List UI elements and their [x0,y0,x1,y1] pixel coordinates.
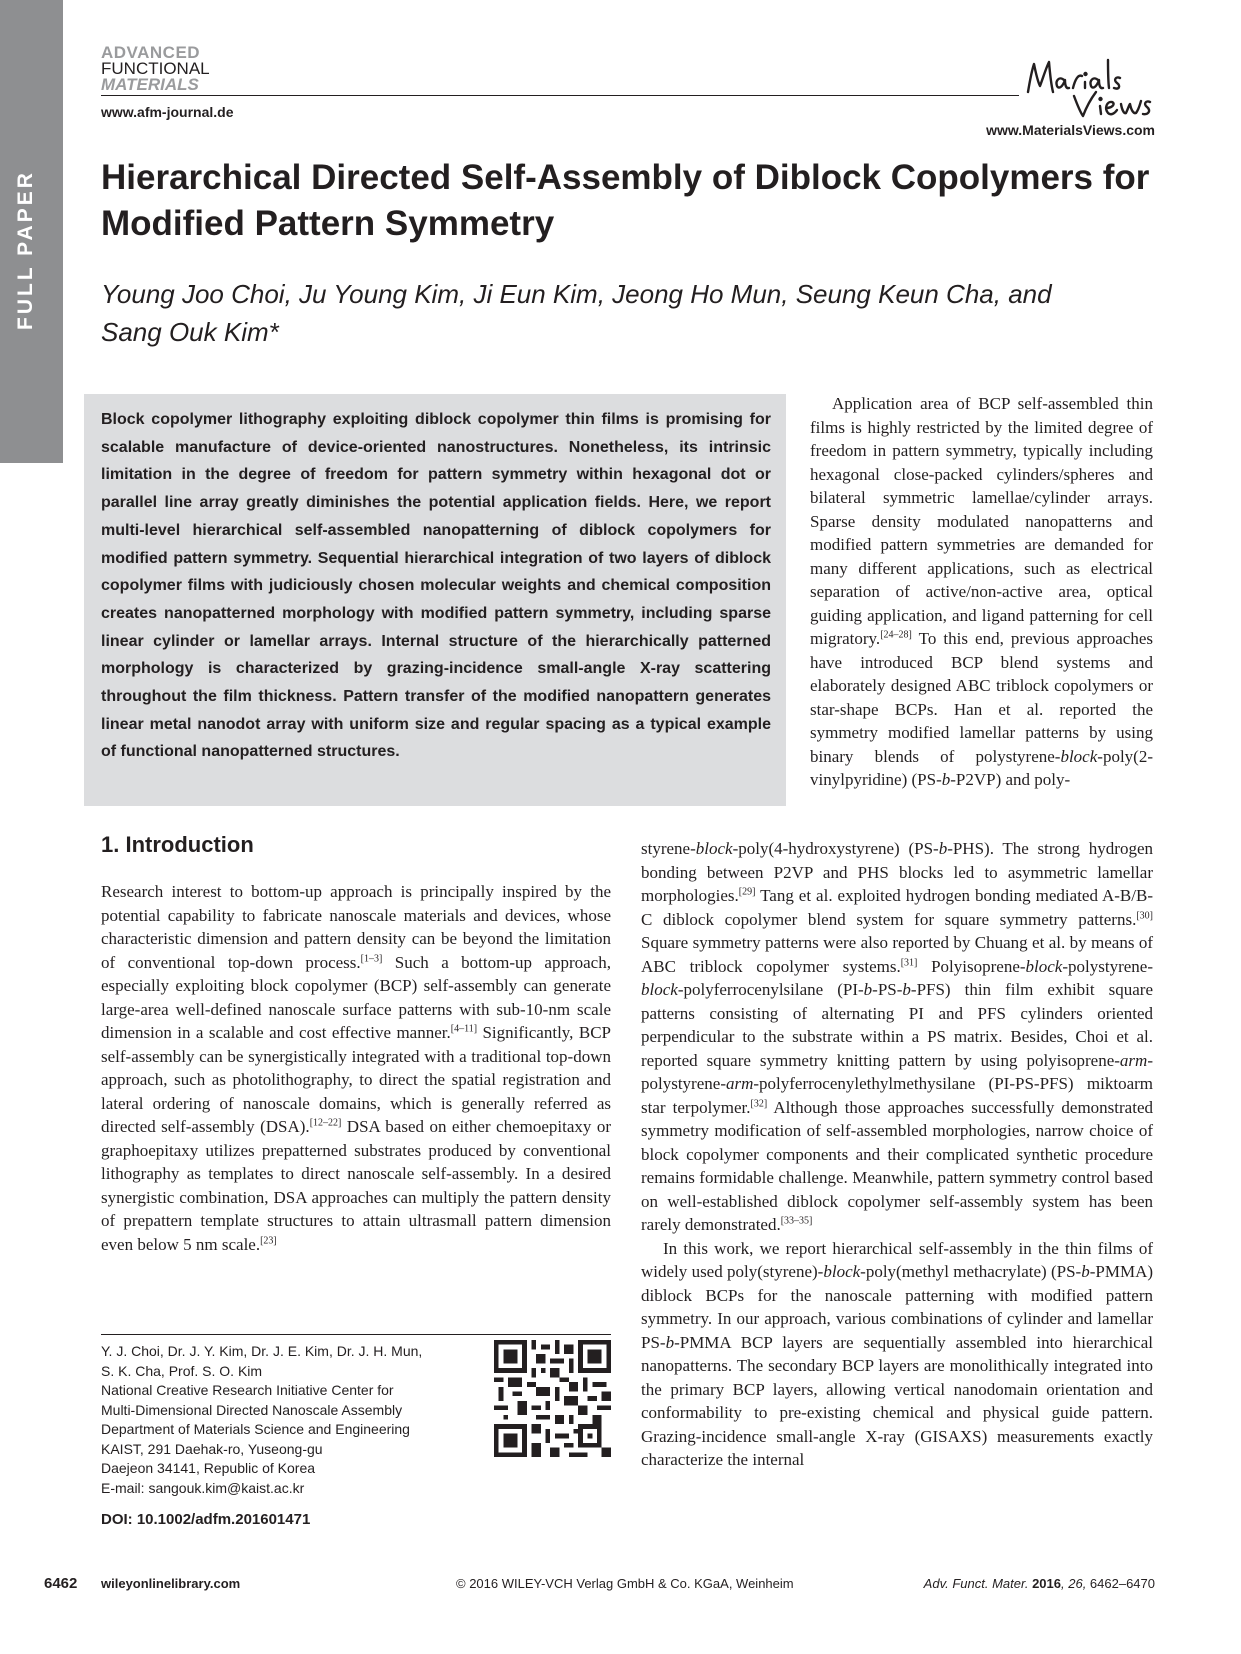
doi[interactable]: DOI: 10.1002/adfm.201601471 [101,1511,311,1528]
affiliation-line: KAIST, 291 Daehak-ro, Yuseong-gu [101,1440,323,1457]
journal-logo-line: ADVANCED [101,43,201,62]
materials-views-logo [1022,52,1152,120]
right-column-text-lower [641,837,1153,1472]
abstract-text: Block copolymer lithography exploiting diblock copolymer thin films is promising for scalable manufacture of device-oriented nanostructures. Nonetheless, its intrinsic limitation in the degree of freedom for pattern symmetry within hexagonal dot or parallel line array greatly diminishes the potential application fields. Here, we report multi-level hierarchical self-assembled nanopatterning of diblock copolymers for modified pattern symmetry. Sequential hierarchical integration of two layers of diblock copolymer films with judiciously chosen molecular weights and chemical composition creates nanopatterned morphology with modified pattern symmetry, including sparse linear cylinder or lamellar arrays. Internal structure of the hierarchically patterned morphology is characterized by grazing-incidence small-angle X-ray scattering throughout the film thickness. Pattern transfer of the modified nanopattern generates linear metal nanodot array with uniform size and regular spacing as a typical example of functional nanopatterned structures. [101,411,771,761]
citation-ref[interactable]: [29] [738,886,756,898]
affiliation-line: Department of Materials Science and Engineering [101,1421,410,1437]
footer-site-link[interactable]: wileyonlinelibrary.com [101,1576,241,1591]
section-tab-label: FULL PAPER [14,170,37,330]
author-affiliation [101,1342,461,1498]
body-paragraph: In this work, we report hierarchical self-assembly in the thin films of widely used poly(styrene)-block-poly(methyl methacrylate) (PS-b-PMMA) diblock BCPs for the nanoscale patterning with modified pattern symmetry. In our approach, various combinations of cylinder and lamellar PS-b-PMMA BCP layers are sequentially assembled into hierarchical nanopatterns. The secondary BCP layers are monolithically integrated into the primary BCP layers, allowing vertical nanodomain orientation and conformability to pre-existing chemical and physical guide pattern. Grazing-incidence small-angle X-ray (GISAXS) measurements exactly characterize the internal [641,1238,1154,1469]
article-authors: Young Joo Choi, Ju Young Kim, Ji Eun Kim, Jeong Ho Mun, Seung Keun Cha, and Sang Ouk Kim* [101,279,1052,347]
journal-logo-line: MATERIALS [101,75,199,94]
affiliation-line: National Creative Research Initiative Center for [101,1382,394,1398]
body-paragraph: Application area of BCP self-assembled thin films is highly restricted by the limited degree of freedom in pattern symmetry, typically including hexagonal close-packed cylinders/spheres and bilateral symmetric lamellae/cylinder arrays. Sparse density modulated nanopatterns and modified pattern symmetries are demanded for many different applications, such as electrical separation of active/non-active area, optical guiding application, and ligand patterning for cell migratory.[24–28] To this end, previous approaches have introduced BCP blend systems and elaborately designed ABC triblock copolymers or star-shape BCPs. Han et al. reported the symmetry modified lamellar patterns by using binary blends of polystyrene-block-poly(2-vinylpyridine) (PS-b-P2VP) and poly- [810,394,1153,789]
citation-ref[interactable]: [32] [750,1097,768,1109]
footer-citation: Adv. Funct. Mater. 2016, 26, 6462–6470 [923,1576,1155,1591]
citation-ref[interactable]: [1–3] [360,952,383,964]
citation-ref[interactable]: [12–22] [309,1117,342,1129]
affiliation-line: Multi-Dimensional Directed Nanoscale Assembly [101,1401,403,1418]
journal-logo-line: FUNCTIONAL [101,59,210,78]
body-paragraph: Research interest to bottom-up approach is principally inspired by the potential capability to fabricate nanoscale materials and devices, whose characteristic dimension and pattern density can be beyond the limitation of conventional top-down process.[1–3] Such a bottom-up approach, especially exploiting block copolymer (BCP) self-assembly can generate large-area well-defined nanoscale surface patterns with sub-10-nm scale dimension in a scalable and cost effective manner.[4–11] Significantly, BCP self-assembly can be synergistically integrated with a traditional top-down approach, such as photolithography, to direct the spatial registration and lateral ordering of nanoscale domains, which is generally referred as directed self-assembly (DSA).[12–22] DSA based on either chemoepitaxy or graphoepitaxy utilizes prepatterned substrates produced by conventional lithography as templates to direct nanoscale self-assembly. In a desired synergistic combination, DSA approaches can multiply the pattern density of prepattern template structures to attain ultrasmall pattern dimension even below 5 nm scale.[23] [101,882,611,1254]
section-tab [0,0,63,463]
publisher-url[interactable]: www.MaterialsViews.com [986,122,1155,138]
affiliation-divider [101,1334,611,1335]
affiliation-email[interactable]: E-mail: sangouk.kim@kaist.ac.kr [101,1479,305,1496]
right-column-text-upper [810,392,1153,792]
citation-ref[interactable]: [23] [260,1234,277,1246]
page-number: 6462 [44,1575,78,1592]
article-title: Hierarchical Directed Self-Assembly of Diblock Copolymers for Modified Pattern Symmetry [101,158,1150,243]
citation-ref[interactable]: [24–28] [880,629,912,641]
section-heading-introduction: 1. Introduction [101,832,254,857]
affiliation-line: S. K. Cha, Prof. S. O. Kim [101,1362,263,1379]
affiliation-line: Y. J. Choi, Dr. J. Y. Kim, Dr. J. E. Kim, Dr. J. H. Mun, [101,1343,423,1359]
citation-ref[interactable]: [30] [1136,909,1153,921]
page-footer [0,1575,1241,1599]
qr-code-icon[interactable] [494,1340,611,1457]
affiliation-line: Daejeon 34141, Republic of Korea [101,1460,316,1476]
footer-copyright: © 2016 WILEY-VCH Verlag GmbH & Co. KGaA, Weinheim [456,1576,794,1591]
citation-ref[interactable]: [33–35] [780,1215,813,1227]
journal-url[interactable]: www.afm-journal.de [101,104,234,120]
introduction-text [101,880,611,1256]
journal-logo [101,45,210,93]
citation-ref[interactable]: [31] [900,956,918,968]
citation-ref[interactable]: [4–11] [450,1023,478,1035]
header-divider [101,95,1019,96]
body-paragraph: styrene-block-poly(4-hydroxystyrene) (PS-b-PHS). The strong hydrogen bonding between P2VP and PHS blocks led to asymmetric lamellar morphologies.[29] Tang et al. exploited hydrogen bonding mediated A-B/B-C diblock copolymer blend system for square symmetry patterns.[30] Square symmetry patterns were also reported by Chuang et al. by means of ABC triblock copolymer systems.[31] Polyisoprene-block-polystyrene-block-polyferrocenylsilane (PI-b-PS-b-PFS) thin film exhibit square patterns consisting of alternating PI and PFS cylinders oriented perpendicular to the substrate within a PS matrix. Besides, Choi et al. reported square symmetry knitting pattern by using polyisoprene-arm-polystyrene-arm-polyferrocenylethylmethysilane (PI-PS-PFS) miktoarm star terpolymer.[32] Although those approaches successfully demonstrated symmetry modification of self-assembled morphologies, narrow choice of block copolymer components and their complicated synthetic procedure remains formidable challenge. Meanwhile, pattern symmetry control based on well-established diblock copolymer self-assembly system has been rarely demonstrated.[33–35] [641,839,1154,1234]
